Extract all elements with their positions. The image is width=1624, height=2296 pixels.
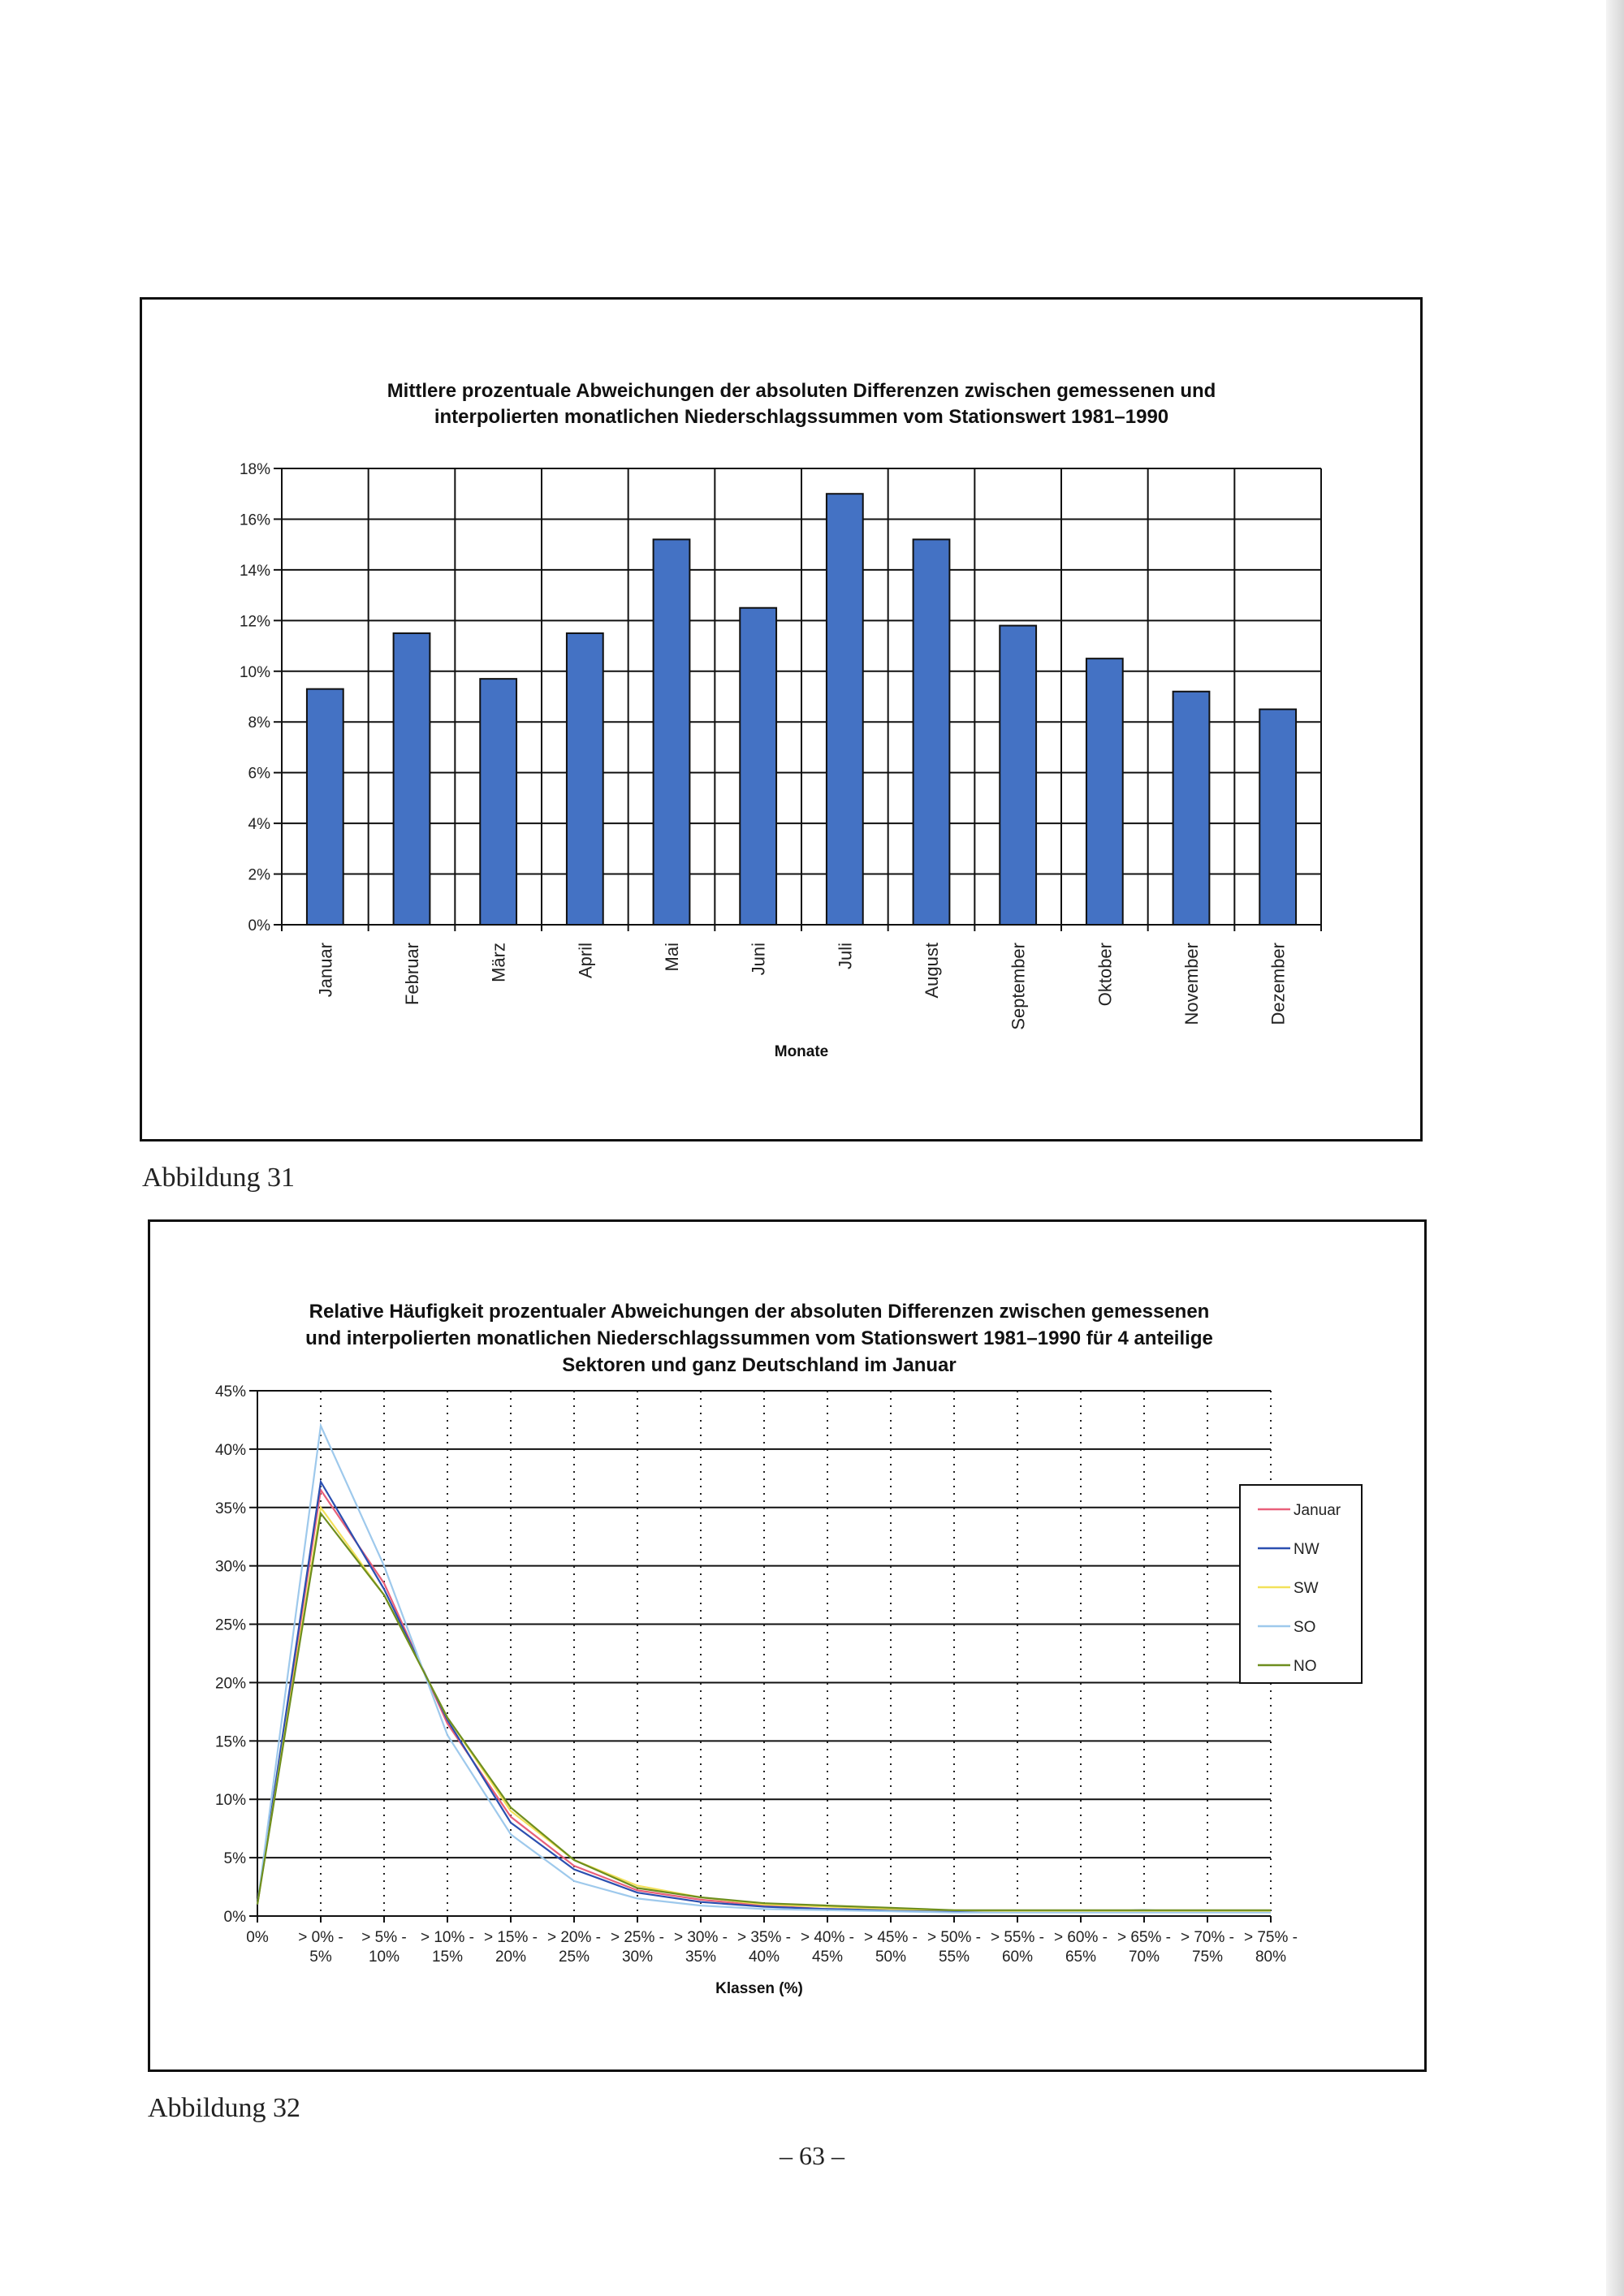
x-tick-label-line2: 65% [1065,1949,1097,1966]
y-tick-label: 40% [214,1441,246,1459]
figure-31-caption: Abbildung 31 [142,1163,295,1193]
x-tick-label: April [575,943,596,979]
y-tick-label: 30% [214,1558,246,1576]
y-tick-label: 8% [248,714,270,732]
x-tick-label: Februar [402,943,422,1006]
series-line-no [257,1513,1271,1910]
x-tick-label-line2: 25% [558,1949,590,1966]
bar [1000,626,1036,925]
x-tick-label-line1: > 0% - [298,1929,343,1946]
bar [480,679,516,925]
x-tick-label-line1: > 25% - [610,1929,665,1946]
x-tick-label-line1: > 40% - [800,1929,855,1946]
bar-chart [142,300,1420,1139]
chart-title-line: und interpolierten monatlichen Niederschlagssummen vom Stationswert 1981–1990 für 4 anteilige [305,1327,1213,1349]
y-tick-label: 18% [239,461,270,478]
chart-title-line: Sektoren und ganz Deutschland im Januar [562,1354,957,1376]
y-tick-label: 35% [214,1500,246,1517]
x-tick-label-line1: > 5% - [361,1929,407,1946]
x-tick-label-line2: 20% [495,1949,527,1966]
x-tick-label-line2: 15% [431,1949,464,1966]
x-tick-label-line1: > 10% - [420,1929,475,1946]
x-tick-label-line2: 10% [368,1949,400,1966]
x-tick-label-line1: > 60% - [1053,1929,1108,1946]
chart-title-line: interpolierten monatlichen Niederschlagssummen vom Stationswert 1981–1990 [434,406,1169,428]
x-axis-label: Monate [774,1043,829,1060]
figure-32-frame [148,1219,1427,2072]
x-tick-label-line2: 80% [1255,1949,1287,1966]
y-tick-label: 15% [214,1733,246,1751]
series-line-januar [257,1490,1271,1911]
page-edge [1606,0,1624,2296]
x-tick-label: Juni [748,943,769,976]
line-chart [150,1222,1424,2069]
y-tick-label: 0% [248,917,270,934]
x-tick-label-line1: > 65% - [1116,1929,1172,1946]
x-tick-label-line2: 60% [1001,1949,1034,1966]
x-tick-label-line2: 30% [621,1949,654,1966]
bar [914,539,950,925]
x-tick-label: März [488,943,509,982]
x-tick-label-line2: 35% [685,1949,717,1966]
y-tick-label: 14% [239,562,270,580]
bar [1259,710,1296,925]
page-number: – 63 – [780,2141,844,2170]
figure-31-frame [140,297,1423,1142]
bar [740,608,776,925]
x-tick-label-line1: > 75% - [1243,1929,1298,1946]
x-tick-label-line1: > 35% - [736,1929,792,1946]
legend-label: NO [1294,1658,1317,1675]
x-tick-label-line1: > 15% - [483,1929,538,1946]
x-tick-label: Oktober [1095,943,1116,1007]
legend-label: Januar [1294,1502,1341,1519]
figure-32-caption: Abbildung 32 [148,2093,300,2123]
series-line-nw [257,1482,1271,1911]
x-tick-label-line2: 55% [938,1949,970,1966]
y-tick-label: 6% [248,765,270,783]
x-tick-label-line2: 40% [748,1949,780,1966]
x-tick-label: September [1008,943,1029,1030]
x-tick-label-line1: > 20% - [546,1929,602,1946]
x-tick-label-line2: 75% [1191,1949,1224,1966]
x-tick-label: Dezember [1268,943,1289,1025]
bar [394,633,430,925]
x-tick-label-line2: 5% [309,1949,332,1966]
legend-label: SO [1294,1619,1316,1636]
y-tick-label: 16% [239,511,270,529]
bar [1086,658,1123,925]
y-tick-label: 4% [248,816,270,834]
x-tick-label: Juli [835,943,856,970]
x-tick-label-line1: > 70% - [1180,1929,1235,1946]
x-tick-label-line1: > 55% - [990,1929,1045,1946]
legend-label: NW [1294,1541,1320,1558]
x-tick-label-line2: 70% [1128,1949,1160,1966]
x-tick-label-line2: 50% [875,1949,907,1966]
bar [307,689,343,925]
y-tick-label: 0% [223,1909,246,1926]
chart-title-line: Mittlere prozentuale Abweichungen der absoluten Differenzen zwischen gemessenen und [387,380,1216,402]
bar [827,494,863,925]
y-tick-label: 12% [239,613,270,631]
y-tick-label: 5% [223,1850,246,1868]
x-tick-label-line1: > 50% - [926,1929,982,1946]
y-tick-label: 20% [214,1675,246,1693]
legend-label: SW [1294,1580,1319,1597]
y-tick-label: 10% [239,663,270,681]
x-axis-label: Klassen (%) [715,1980,803,1997]
x-tick-label-line1: 0% [246,1929,269,1946]
x-tick-label: August [922,943,942,999]
y-tick-label: 2% [248,866,270,884]
x-tick-label: Januar [315,943,336,998]
y-tick-label: 10% [214,1792,246,1810]
x-tick-label: Mai [662,943,682,972]
series-line-sw [257,1508,1271,1911]
x-tick-label-line1: > 30% - [673,1929,728,1946]
y-tick-label: 45% [214,1383,246,1400]
bar [654,539,690,925]
x-tick-label-line1: > 45% - [863,1929,918,1946]
y-tick-label: 25% [214,1616,246,1634]
x-tick-label-line2: 45% [811,1949,844,1966]
x-tick-label: November [1181,943,1202,1025]
bar [1173,692,1210,925]
bar [567,633,603,925]
chart-title-line: Relative Häufigkeit prozentualer Abweichungen der absoluten Differenzen zwischen gemessenen [309,1301,1210,1323]
